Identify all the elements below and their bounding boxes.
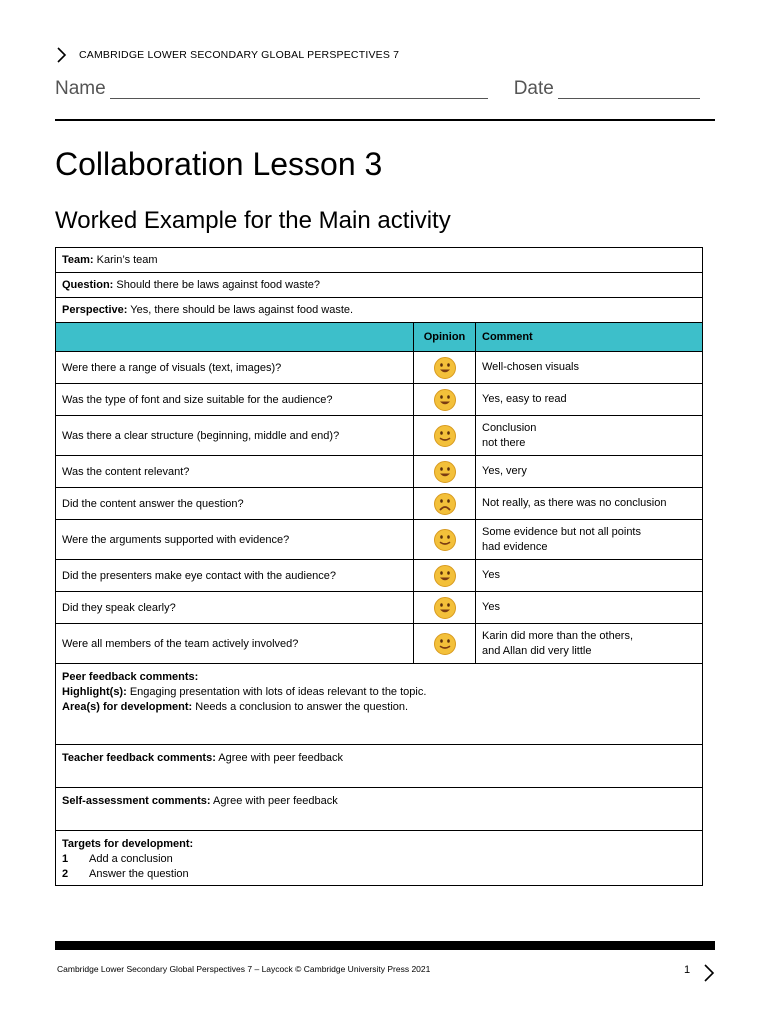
happy-face-icon — [433, 356, 457, 380]
table-row — [56, 624, 703, 664]
date-label: Date — [513, 78, 554, 99]
opinion-header: Opinion — [414, 323, 476, 352]
opinion-cell — [414, 520, 476, 560]
neutral-face-icon — [433, 424, 457, 448]
table-row — [56, 416, 703, 456]
comment-cell: Some evidence but not all points had evidence — [476, 520, 703, 560]
header-rule — [55, 119, 715, 121]
criterion-text: Did the presenters make eye contact with the audience? — [56, 560, 414, 592]
name-date-line — [55, 78, 715, 100]
comment-header: Comment — [476, 323, 703, 352]
neutral-face-icon — [433, 632, 457, 656]
table-header-row — [56, 323, 703, 352]
targets-cell — [56, 831, 703, 886]
series-header — [55, 46, 399, 64]
comment-cell: Well-chosen visuals — [476, 352, 703, 384]
happy-face-icon — [433, 388, 457, 412]
target-item: 2 Answer the question — [62, 868, 189, 880]
neutral-face-icon — [433, 528, 457, 552]
opinion-cell — [414, 624, 476, 664]
table-row — [56, 456, 703, 488]
table-row — [56, 488, 703, 520]
comment-cell: Yes, easy to read — [476, 384, 703, 416]
happy-face-icon — [433, 460, 457, 484]
opinion-cell — [414, 416, 476, 456]
table-row — [56, 352, 703, 384]
opinion-cell — [414, 560, 476, 592]
criterion-text: Was the type of font and size suitable for the audience? — [56, 384, 414, 416]
target-item: 1 Add a conclusion — [62, 853, 173, 865]
opinion-cell — [414, 488, 476, 520]
chevron-right-icon — [55, 46, 69, 64]
opinion-cell — [414, 456, 476, 488]
table-row — [56, 560, 703, 592]
criterion-text: Were there a range of visuals (text, images)? — [56, 352, 414, 384]
comment-cell: Karin did more than the others, and Allan did very little — [476, 624, 703, 664]
table-row — [56, 520, 703, 560]
name-field[interactable] — [110, 78, 488, 99]
peer-feedback-cell: Peer feedback comments: Highlight(s): Engaging presentation with lots of ideas relevant to the topic. Area(s) for development: Needs a conclusion to answer the question. — [56, 664, 703, 745]
opinion-cell — [414, 384, 476, 416]
criterion-text: Was the content relevant? — [56, 456, 414, 488]
footer-rule — [55, 941, 715, 950]
name-label: Name — [55, 78, 106, 99]
footer-copyright: Cambridge Lower Secondary Global Perspectives 7 – Laycock © Cambridge University Press 2021 — [57, 964, 431, 974]
next-page-chevron-icon[interactable] — [703, 963, 715, 983]
comment-cell: Not really, as there was no conclusion — [476, 488, 703, 520]
teacher-feedback-cell: Teacher feedback comments: Agree with peer feedback — [56, 745, 703, 788]
table-row — [56, 592, 703, 624]
header-blank-cell — [56, 323, 414, 352]
criterion-text: Did they speak clearly? — [56, 592, 414, 624]
date-field[interactable] — [558, 78, 700, 99]
happy-face-icon — [433, 564, 457, 588]
opinion-cell — [414, 592, 476, 624]
peer-feedback-title: Peer feedback comments: — [62, 671, 199, 683]
criterion-text: Was there a clear structure (beginning, middle and end)? — [56, 416, 414, 456]
comment-cell: Yes, very — [476, 456, 703, 488]
criterion-text: Were the arguments supported with evidence? — [56, 520, 414, 560]
page-title: Collaboration Lesson 3 — [55, 146, 383, 182]
series-title: CAMBRIDGE LOWER SECONDARY GLOBAL PERSPECTIVES 7 — [79, 49, 400, 61]
perspective-cell: Perspective: Yes, there should be laws against food waste. — [56, 298, 703, 323]
comment-cell: Yes — [476, 560, 703, 592]
worked-example-table — [55, 247, 703, 886]
comment-cell: Conclusion not there — [476, 416, 703, 456]
question-cell: Question: Should there be laws against food waste? — [56, 273, 703, 298]
team-cell: Team: Karin’s team — [56, 248, 703, 273]
criterion-text: Were all members of the team actively involved? — [56, 624, 414, 664]
opinion-cell — [414, 352, 476, 384]
page-number: 1 — [684, 964, 691, 976]
targets-title: Targets for development: — [62, 838, 194, 850]
criterion-text: Did the content answer the question? — [56, 488, 414, 520]
happy-face-icon — [433, 596, 457, 620]
table-row — [56, 384, 703, 416]
page-subtitle: Worked Example for the Main activity — [55, 207, 451, 234]
comment-cell: Yes — [476, 592, 703, 624]
sad-face-icon — [433, 492, 457, 516]
self-assessment-cell: Self-assessment comments: Agree with peer feedback — [56, 788, 703, 831]
